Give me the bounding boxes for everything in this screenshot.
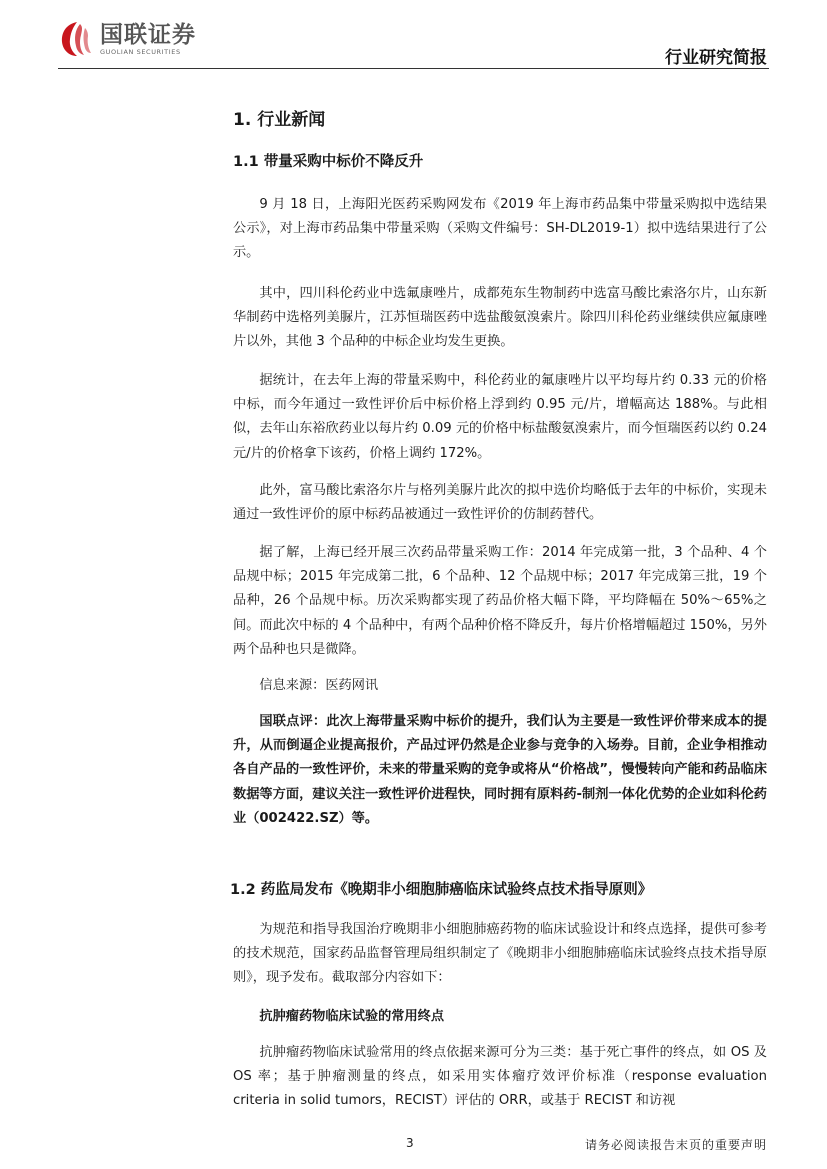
paragraph-guolian-comment: 国联点评：此次上海带量采购中标价的提升，我们认为主要是一致性评价带来成本的提升，从而倒逼企业提高报价，产品过评仍然是企业参与竞争的入场券。目前，企业争相推动各自产品的一致性评价，未来的带量采购的竞争或将从“价格战”，慢慢转向产能和药品临床数据等方面，建议关注一致性评价进程快，同时拥有原料药-制剂一体化优势的企业如科伦药业（002422.SZ）等。 [233,714,767,826]
paragraph-endpoints-heading: 抗肿瘤药物临床试验的常用终点 [259,1009,445,1024]
paragraph-announcement: 9 月 18 日，上海阳光医药采购网发布《2019 年上海市药品集中带量采购拟中选结果公示》，对上海市药品集中带量采购（采购文件编号：SH-DL2019-1）拟中选结果进行了公示。 [233,197,767,261]
paragraph-nmpa-guideline: 为规范和指导我国治疗晚期非小细胞肺癌药物的临床试验设计和终点选择，提供可参考的技术规范，国家药品监督管理局组织制定了《晚期非小细胞肺癌临床试验终点技术指导原则》，现予发布。截取部分内容如下： [233,922,767,986]
subsection-heading-1-1: 1.1 带量采购中标价不降反升 [233,154,424,170]
paragraph-winning-companies: 其中，四川科伦药业中选氟康唑片，成都苑东生物制药中选富马酸比索洛尔片，山东新华制药中选格列美脲片，江苏恒瑞医药中选盐酸氨溴索片。除四川科伦药业继续供应氟康唑片以外，其他 3 个品种的中标企业均发生更换。 [233,286,767,350]
paragraph-price-statistics: 据统计，在去年上海的带量采购中，科伦药业的氟康唑片以平均每片约 0.33 元的价格中标，而今年通过一致性评价后中标价格上浮到约 0.95 元/片，增幅高达 188%。与此相似，去年山东裕欣药业以每片约 0.09 元的价格中标盐酸氨溴索片，而今恒瑞医药以约 0.24 元/片的价格拿下该药，价格上调约 172%。 [233,373,767,461]
paragraph-procurement-history: 据了解，上海已经开展三次药品带量采购工作：2014 年完成第一批，3 个品种、4 个品规中标；2015 年完成第二批，6 个品种、12 个品规中标；2017 年完成第三批，19 个品种，26 个品规中标。历次采购都实现了药品价格大幅下降，平均降幅在 50%～65%之间。而此次中标的 4 个品种中，有两个品种价格不降反升，每片价格增幅超过 150%，另外两个品种也只是微降。 [233,545,767,657]
logo-chinese-name: 国联证券 [100,21,196,48]
footer-disclaimer: 请务必阅读报告末页的重要声明 [584,1138,767,1152]
paragraph-endpoint-categories: 抗肿瘤药物临床试验常用的终点依据来源可分为三类：基于死亡事件的终点，如 OS 及 OS 率；基于肿瘤测量的终点，如采用实体瘤疗效评价标准（response evaluation criteria in solid tumors，RECIST）评估的 ORR，或基于 RECIST 和访视 [233,1045,767,1109]
guolian-logo-icon [60,20,94,58]
company-logo [60,20,196,58]
subsection-heading-1-2: 1.2 药监局发布《晚期非小细胞肺癌临床试验终点技术指导原则》 [230,882,653,898]
paragraph-source: 信息来源：医药网讯 [259,678,379,693]
report-type-title: 行业研究简报 [665,48,767,68]
section-heading-industry-news: 1. 行业新闻 [233,110,326,130]
paragraph-replacement: 此外，富马酸比索洛尔片与格列美脲片此次的拟中选价均略低于去年的中标价，实现未通过一致性评价的原中标药品被通过一致性评价的仿制药替代。 [233,483,767,523]
page-number: 3 [406,1136,414,1150]
logo-english-name: GUOLIAN SECURITIES [100,47,181,56]
header-divider [58,68,769,69]
